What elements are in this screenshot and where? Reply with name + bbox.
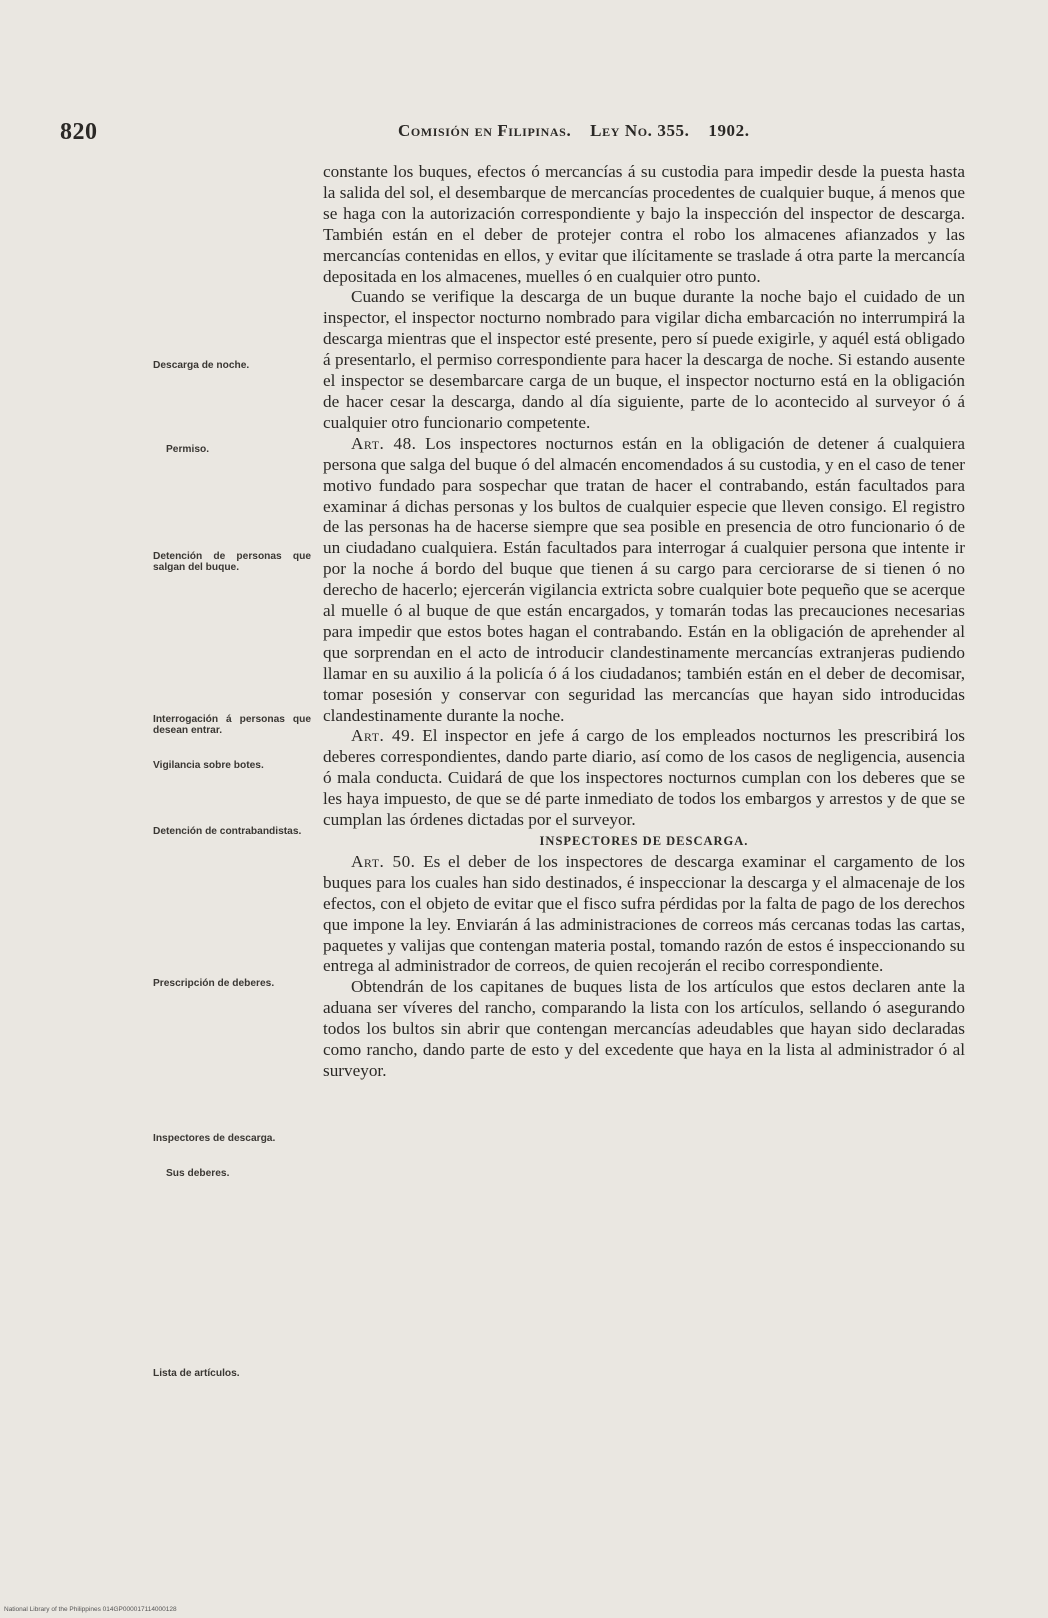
- section-heading: INSPECTORES DE DESCARGA.: [539, 834, 749, 848]
- running-head: [398, 121, 998, 141]
- article-48-label: Art. 48.: [351, 433, 417, 453]
- margin-note: Detención de personas que salgan del buque.: [153, 551, 311, 573]
- margin-note: Prescripción de deberes.: [153, 978, 275, 989]
- page-number: 820: [60, 119, 98, 145]
- footer-credit: National Library of the Philippines 014GP000017114000128: [4, 1606, 177, 1613]
- paragraph-night-discharge: Cuando se verifique la descarga de un buque durante la noche bajo el cuidado de un inspector, el inspector nocturno nombrado para vigilar dicha embarcación no interrumpirá la descarga mientras que el inspector esté presente, pero sí puede exigirle, y aquél está obligado á presentarlo, el permiso correspondiente para hacer la descarga de noche. Si estando ausente el inspector se desembarcare carga de un buque, el inspector nocturno está en la obligación de hacer cesar la descarga, dando al día siguiente, parte de lo acontecido al surveyor ó á cualquier otro funcionario competente.: [323, 287, 965, 432]
- article-50: [323, 852, 965, 977]
- paragraph-custody: constante los buques, efectos ó mercancías á su custodia para impedir desde la puesta hasta la salida del sol, el desembarque de mercancías procedentes de cualquier buque, á menos que se haga con la autorización correspondiente y bajo la inspección del inspector de descarga. También están en el deber de protejer contra el robo los almacenes afianzados y las mercancías contenidas en ellos, y evitar que ilícitamente se traslade á otra parte la mercancía depositada en los almacenes, muelles ó en cualquier otro punto.: [323, 162, 965, 286]
- article-49: [323, 726, 965, 831]
- article-49-label: Art. 49.: [351, 726, 416, 746]
- margin-note: Inspectores de descarga.: [153, 1133, 276, 1144]
- running-head-year: 1902.: [708, 121, 750, 140]
- margin-note: Detención de contrabandistas.: [153, 826, 302, 837]
- body-text: [323, 162, 965, 1082]
- article-48: [323, 434, 965, 727]
- article-48-text: Los inspectores nocturnos están en la obligación de detener á cualquiera persona que salga del buque ó del almacén encomendados á su custodia, y en el caso de tener motivo fundado para sospechar que tratan de hacer el contrabando, están facultados para examinar á dichas personas y los bultos de cualquier especie que lleven consigo. El registro de las personas ha de hacerse siempre que sea posible en presencia de otro funcionario ó de un ciudadano cualquiera. Están facultados para interrogar á cualquier persona que intente ir por la noche á bordo del buque que tienen á su cargo para cerciorarse de si tienen ó no derecho de hacerlo; ejercerán vigilancia extricta sobre cualquier bote pequeño que se acerque al muelle ó al buque de que están encargados, y tomarán todas las precauciones necesarias para impedir que estos botes hagan el contrabando. Están en la obligación de aprehender al que sorprendan en el acto de introducir clandestinamente mercancías extranjeras pudiendo llamar en su auxilio á la policía ó á los ciudadanos; también están en el deber de decomisar, tomar posesión y conservar con seguridad las mercancías que hayan sido introducidas clandestinamente durante la noche.: [323, 433, 966, 725]
- article-50-text: Es el deber de los inspectores de descarga examinar el cargamento de los buques para los cuales han sido destinados, é inspeccionar la descarga y el almacenaje de los efectos, con el objeto de evitar que el fisco sufra pérdidas por la falta de pago de los derechos que impone la ley. Enviarán á las administraciones de correos más cercanas todas las cartas, paquetes y valijas que contengan materia postal, tomando razón de estos é inspeccionando su entrega al administrador de correos, de quien recojerán el recibo correspondiente.: [323, 851, 966, 976]
- margin-note: Interrogación á personas que desean entrar.: [153, 714, 311, 736]
- margin-note: Permiso.: [166, 444, 210, 455]
- article-49-text: El inspector en jefe á cargo de los empleados nocturnos les prescribirá los deberes correspondientes, dando parte diario, así como de los casos de negligencia, ausencia ó mala conducta. Cuidará de que los inspectores nocturnos cumplan con los deberes que se les haya impuesto, de que se dé parte inmediato de todos los embargos y arrestos y de que se cumplan las órdenes dictadas por el surveyor.: [323, 726, 965, 830]
- margin-note: Descarga de noche.: [153, 360, 250, 371]
- margin-note: Sus deberes.: [166, 1168, 230, 1179]
- paragraph-articles-list: Obtendrán de los capitanes de buques lista de los artículos que estos declaren ante la aduana ser víveres del rancho, comparando la lista con los artículos, sellando ó asegurando todos los bultos sin abrir que contengan mercancías adeudables que hayan sido declaradas como rancho, dando parte de esto y del excedente que haya en la lista al administrador ó al surveyor.: [323, 977, 965, 1080]
- running-head-publication: Comisión en Filipinas.: [398, 121, 572, 140]
- article-50-label: Art. 50.: [351, 851, 416, 871]
- margin-note: Lista de artículos.: [153, 1368, 240, 1379]
- margin-note: Vigilancia sobre botes.: [153, 760, 264, 771]
- running-head-law: Ley No. 355.: [590, 121, 690, 140]
